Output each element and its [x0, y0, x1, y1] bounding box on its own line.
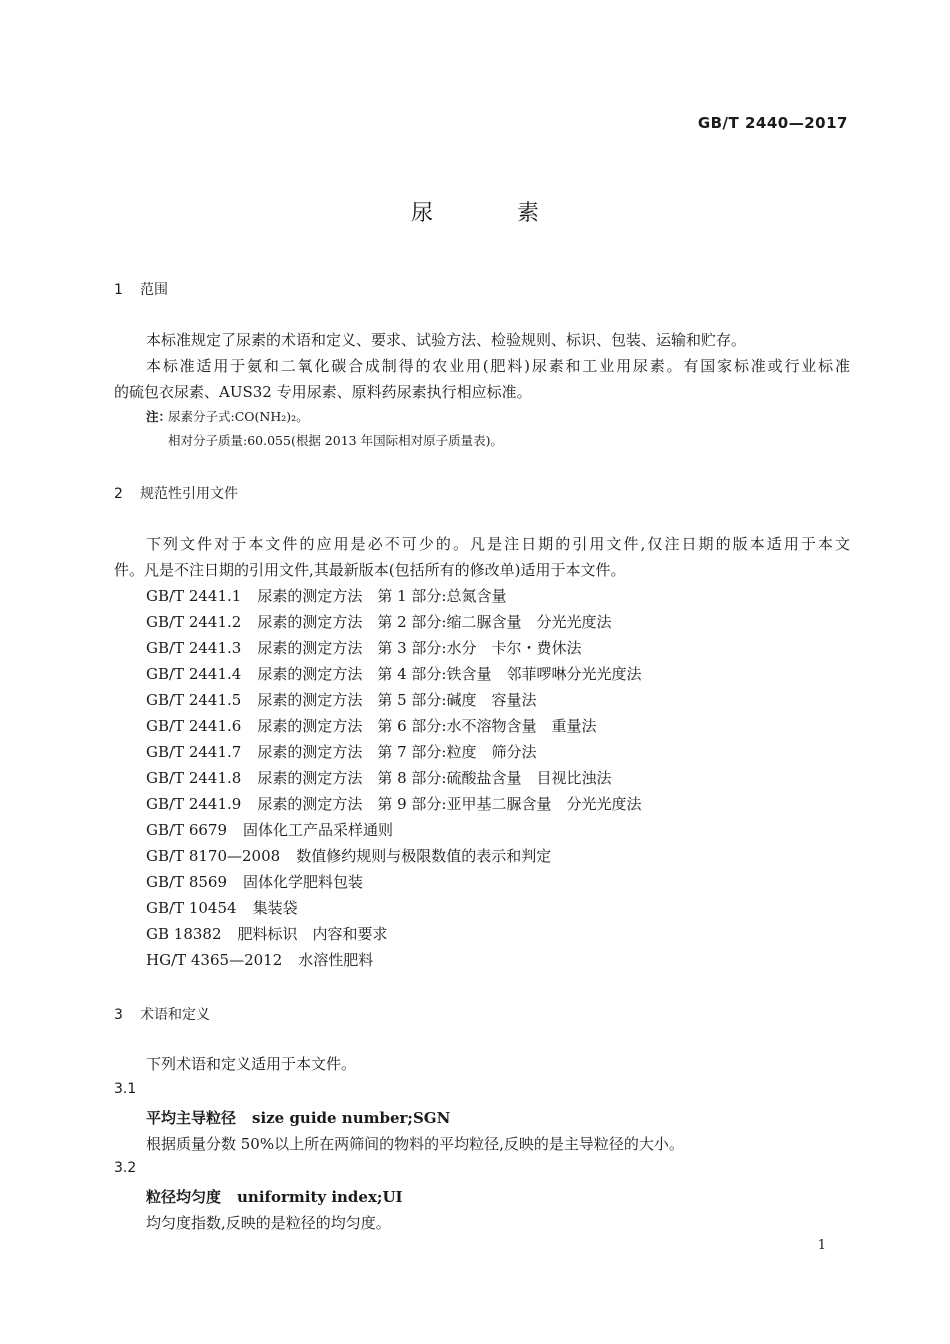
note-line-2: 相对分子质量:60.055(根据 2013 年国际相对原子质量表)。: [168, 433, 503, 448]
reference-code: HG/T 4365—2012: [146, 951, 283, 969]
reference-item: [146, 637, 581, 658]
reference-code: GB/T 2441.3: [146, 639, 242, 657]
section-3-heading: [114, 1004, 210, 1024]
reference-code: GB/T 2441.1: [146, 587, 242, 605]
section-2-intro-line-2: 件。凡是不注日期的引用文件,其最新版本(包括所有的修改单)适用于本文件。: [114, 561, 626, 579]
reference-item: [146, 611, 611, 632]
reference-item: [146, 793, 641, 814]
term-name-en: size guide number;SGN: [252, 1109, 451, 1127]
reference-title: 尿素的测定方法 第 8 部分:硫酸盐含量 目视比浊法: [257, 769, 612, 787]
section-number: 3: [114, 1007, 123, 1023]
reference-code: GB/T 10454: [146, 899, 237, 917]
section-title: 范围: [140, 282, 168, 298]
section-number: 2: [114, 486, 123, 502]
reference-title: 尿素的测定方法 第 2 部分:缩二脲含量 分光光度法: [257, 613, 612, 631]
reference-item: [146, 871, 363, 892]
reference-item: [146, 767, 611, 788]
reference-code: GB/T 6679: [146, 821, 228, 839]
reference-code: GB/T 2441.5: [146, 691, 242, 709]
reference-code: GB/T 8569: [146, 873, 228, 891]
reference-item: [146, 949, 373, 970]
reference-title: 尿素的测定方法 第 4 部分:铁含量 邻菲啰啉分光光度法: [257, 665, 642, 683]
reference-code: GB/T 2441.9: [146, 795, 242, 813]
document-title: 尿素: [410, 201, 623, 226]
reference-item: [146, 897, 298, 918]
reference-code: GB/T 8170—2008: [146, 847, 281, 865]
reference-title: 尿素的测定方法 第 3 部分:水分 卡尔・费休法: [257, 639, 582, 657]
reference-item: [146, 741, 536, 762]
reference-code: GB/T 2441.8: [146, 769, 242, 787]
term-name: [146, 1186, 403, 1207]
reference-item: [146, 689, 536, 710]
term-name-zh: 平均主导粒径: [146, 1109, 237, 1127]
reference-title: 水溶性肥料: [298, 951, 374, 969]
reference-item: [146, 715, 596, 736]
reference-title: 数值修约规则与极限数值的表示和判定: [296, 847, 552, 865]
reference-title: 固体化学肥料包装: [243, 873, 364, 891]
reference-code: GB/T 2441.4: [146, 665, 242, 683]
section-1-paragraph-2-line-1: 本标准适用于氨和二氧化碳合成制得的农业用(肥料)尿素和工业用尿素。有国家标准或行业标准: [146, 357, 850, 375]
page-number: 1: [817, 1238, 826, 1253]
term-name-zh: 粒径均匀度: [146, 1188, 222, 1206]
section-title: 规范性引用文件: [140, 486, 238, 502]
section-3-intro: 下列术语和定义适用于本文件。: [146, 1055, 357, 1073]
reference-title: 尿素的测定方法 第 7 部分:粒度 筛分法: [257, 743, 537, 761]
reference-title: 尿素的测定方法 第 9 部分:亚甲基二脲含量 分光光度法: [257, 795, 642, 813]
reference-title: 尿素的测定方法 第 6 部分:水不溶物含量 重量法: [257, 717, 597, 735]
section-number: 1: [114, 282, 123, 298]
reference-item: [146, 663, 641, 684]
section-2-heading: [114, 483, 238, 503]
standard-number: GB/T 2440—2017: [697, 114, 848, 132]
term-definition: 根据质量分数 50%以上所在两筛间的物料的平均粒径,反映的是主导粒径的大小。: [146, 1135, 684, 1153]
reference-code: GB/T 2441.6: [146, 717, 242, 735]
section-1-heading: [114, 279, 168, 299]
reference-code: GB/T 2441.7: [146, 743, 242, 761]
section-2-intro-line-1: 下列文件对于本文件的应用是必不可少的。凡是注日期的引用文件,仅注日期的版本适用于本文: [146, 535, 850, 553]
reference-item: [146, 923, 388, 944]
reference-title: 尿素的测定方法 第 1 部分:总氮含量: [257, 587, 507, 605]
reference-code: GB 18382: [146, 925, 222, 943]
term-definition: 均匀度指数,反映的是粒径的均匀度。: [146, 1214, 391, 1232]
section-1-paragraph-2-line-2: 的硫包衣尿素、AUS32 专用尿素、原料药尿素执行相应标准。: [114, 383, 532, 401]
reference-title: 肥料标识 内容和要求: [237, 925, 388, 943]
term-number: 3.2: [114, 1160, 137, 1176]
term-number: 3.1: [114, 1081, 137, 1097]
reference-title: 尿素的测定方法 第 5 部分:碱度 容量法: [257, 691, 537, 709]
term-name: [146, 1107, 450, 1128]
reference-title: 集装袋: [252, 899, 298, 917]
note-line-1: 尿素分子式:CO(NH₂)₂。: [168, 409, 309, 424]
term-name-en: uniformity index;UI: [237, 1188, 403, 1206]
reference-code: GB/T 2441.2: [146, 613, 242, 631]
note-label: 注：: [146, 409, 172, 424]
section-1-paragraph-1: 本标准规定了尿素的术语和定义、要求、试验方法、检验规则、标识、包装、运输和贮存。: [146, 331, 747, 349]
reference-title: 固体化工产品采样通则: [243, 821, 394, 839]
reference-item: [146, 819, 393, 840]
section-title: 术语和定义: [140, 1007, 210, 1023]
reference-item: [146, 585, 506, 606]
reference-item: [146, 845, 551, 866]
